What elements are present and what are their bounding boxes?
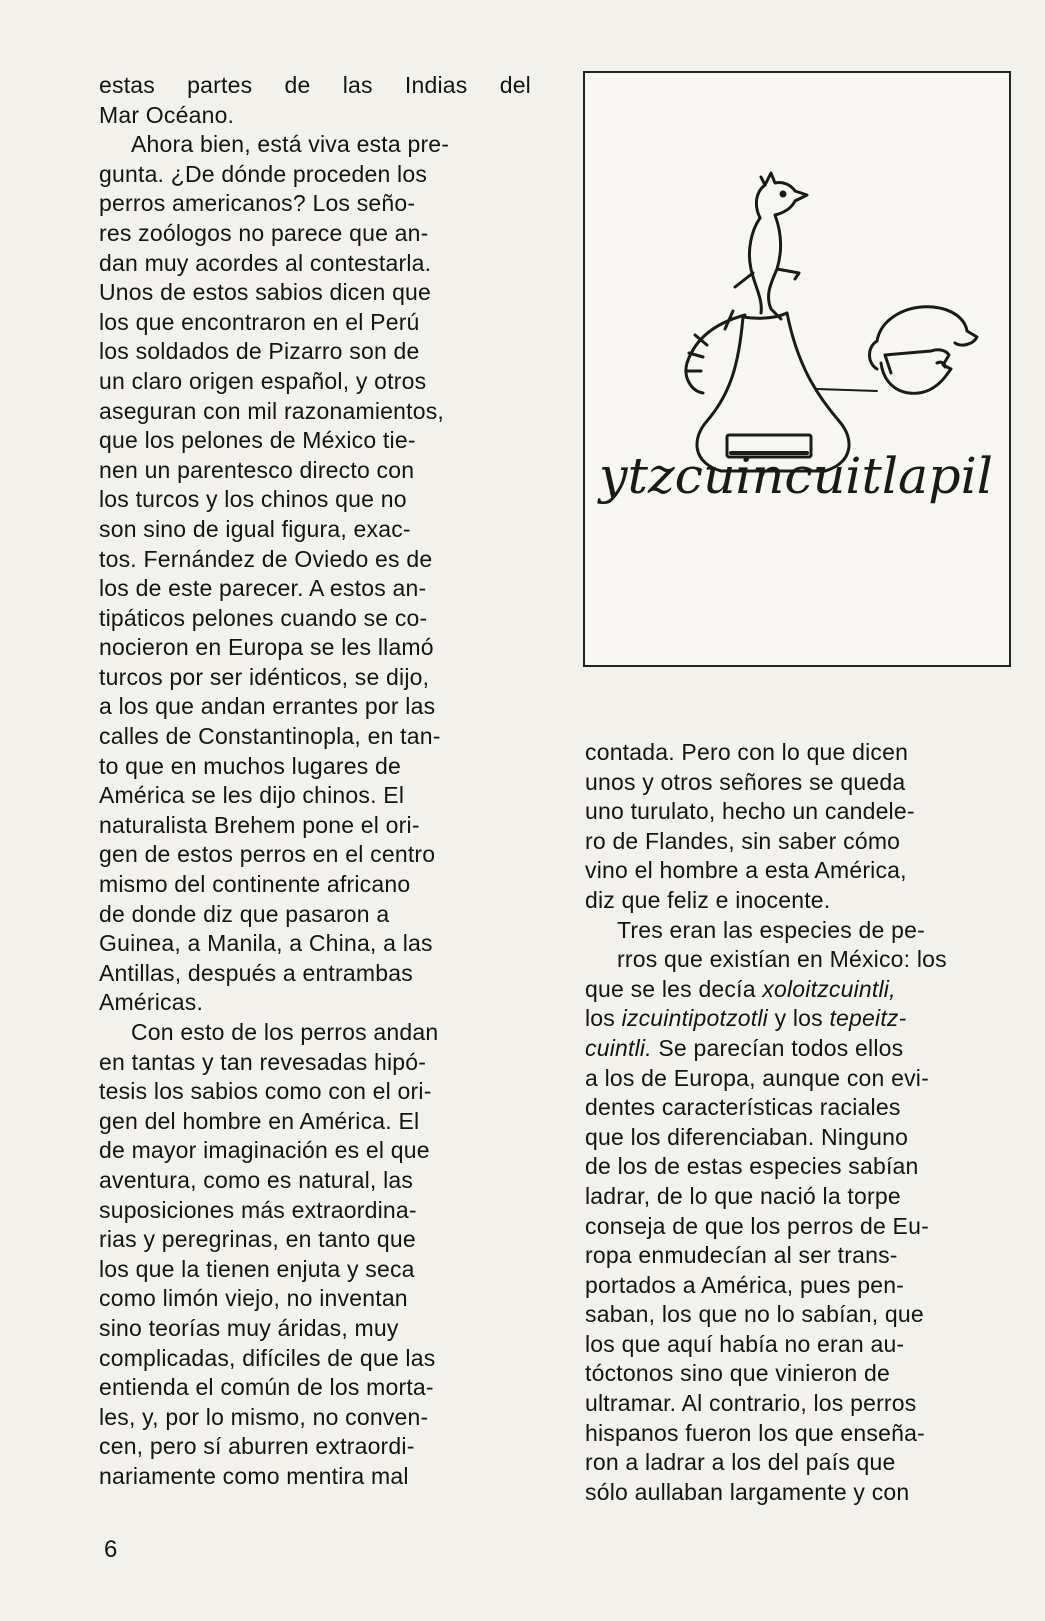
paragraph-4 (585, 738, 1017, 916)
line: tesis los sabios como con el ori- (99, 1078, 432, 1105)
paragraph-1 (99, 71, 531, 130)
line: rros que existían en México: los (617, 946, 947, 973)
species-name: tepeitz- (829, 1005, 907, 1032)
line: como limón viejo, no inventan (99, 1285, 408, 1312)
right-column (585, 738, 1017, 1507)
line: turcos por ser idénticos, se dijo, (99, 663, 430, 690)
line: gen de estos perros en el centro (99, 841, 436, 868)
line: aventura, como es natural, las (99, 1166, 414, 1193)
line: gunta. ¿De dónde proceden los (99, 160, 428, 187)
line (585, 976, 896, 1002)
line: nen un parentesco directo con (99, 456, 415, 483)
line: a los de Europa, aunque con evi- (585, 1064, 929, 1091)
line: Guinea, a Manila, a China, a las (99, 930, 433, 957)
line: Mar Océano. (99, 101, 235, 128)
line: aseguran con mil razonamientos, (99, 397, 444, 424)
line: nariamente como mentira mal (99, 1462, 409, 1489)
line: los de este parecer. A estos an- (99, 575, 427, 602)
line: que los pelones de México tie- (99, 427, 416, 454)
line: Antillas, después a entrambas (99, 959, 413, 986)
species-name: cuintli. (585, 1034, 652, 1061)
line: ladrar, de lo que nació la torpe (585, 1182, 901, 1209)
paragraph-5 (585, 916, 1017, 1508)
line: diz que feliz e inocente. (585, 886, 831, 913)
line: sólo aullaban largamente y con (585, 1478, 910, 1505)
line: Tres eran las especies de pe- (617, 916, 925, 943)
line: to que en muchos lugares de (99, 752, 402, 779)
line: cen, pero sí aburren extraordi- (99, 1433, 415, 1460)
line: ultramar. Al contrario, los perros (585, 1390, 917, 1417)
line: sino teorías muy áridas, muy (99, 1314, 399, 1341)
line: un claro origen español, y otros (99, 367, 427, 394)
line: conseja de que los perros de Eu- (585, 1212, 929, 1239)
line: vino el hombre a esta América, (585, 857, 907, 884)
line: ropa enmudecían al ser trans- (585, 1242, 898, 1269)
line: tos. Fernández de Oviedo es de (99, 545, 433, 572)
text-run: y los (767, 1005, 830, 1032)
page-number: 6 (104, 1536, 118, 1563)
line: a los que andan errantes por las (99, 693, 436, 720)
line: de los de estas especies sabían (585, 1153, 919, 1180)
line: les, y, por lo mismo, no conven- (99, 1403, 429, 1430)
species-name: izcuintipotzotli (621, 1005, 768, 1032)
paragraph-3 (99, 1018, 531, 1492)
text-run: que se les decía (585, 975, 763, 1002)
line: los que la tienen enjuta y seca (99, 1255, 415, 1282)
line: Américas. (99, 989, 204, 1016)
line: contada. Pero con lo que dicen (585, 739, 909, 765)
text-run: los (585, 1005, 622, 1032)
line: saban, los que no lo sabían, que (585, 1301, 924, 1328)
paragraph-5-rest (585, 1064, 929, 1505)
line: Con esto de los perros andan (131, 1019, 439, 1045)
line: que los diferenciaban. Ninguno (585, 1123, 909, 1150)
line: rias y peregrinas, en tanto que (99, 1226, 416, 1253)
line: los que encontraron en el Perú (99, 308, 420, 335)
line: res zoólogos no parece que an- (99, 219, 429, 246)
line: tipáticos pelones cuando se co- (99, 604, 428, 631)
line: son sino de igual figura, exac- (99, 515, 411, 542)
line: hispanos fueron los que enseña- (585, 1419, 925, 1446)
dog-tail-illustration (585, 73, 1011, 667)
line: Ahora bien, está viva esta pre- (131, 131, 450, 158)
line: uno turulato, hecho un candele- (585, 798, 915, 825)
left-column (99, 71, 531, 1492)
line: los turcos y los chinos que no (99, 486, 407, 513)
line: calles de Constantinopla, en tan- (99, 723, 441, 750)
line: gen del hombre en América. El (99, 1107, 420, 1134)
line: América se les dijo chinos. El (99, 782, 405, 809)
line: portados a América, pues pen- (585, 1271, 905, 1298)
paragraph-2 (99, 130, 531, 1018)
line: dan muy acordes al contestarla. (99, 249, 432, 276)
line: dentes características raciales (585, 1094, 901, 1121)
line: de donde diz que pasaron a (99, 900, 390, 927)
line: en tantas y tan revesadas hipó- (99, 1048, 427, 1075)
line: mismo del continente africano (99, 871, 411, 898)
line: unos y otros señores se queda (585, 768, 906, 795)
line: los soldados de Pizarro son de (99, 338, 420, 365)
line: tóctonos sino que vinieron de (585, 1360, 891, 1387)
line: nocieron en Europa se les llamó (99, 634, 434, 661)
line (585, 1035, 903, 1061)
line: estas partes de las Indias del (99, 72, 531, 98)
line: los que aquí había no eran au- (585, 1330, 905, 1357)
illustration-frame (583, 71, 1011, 667)
line: perros americanos? Los seño- (99, 190, 416, 217)
line: entienda el común de los morta- (99, 1374, 434, 1401)
line: de mayor imaginación es el que (99, 1137, 430, 1164)
line: naturalista Brehem pone el ori- (99, 811, 420, 838)
line: Unos de estos sabios dicen que (99, 279, 432, 306)
line (585, 1005, 907, 1031)
line: complicadas, difíciles de que las (99, 1344, 436, 1371)
illustration-caption: ytzcuincuitlapil (596, 447, 993, 505)
text-run: Se parecían todos ellos (651, 1034, 904, 1061)
line: suposiciones más extraordina- (99, 1196, 417, 1223)
species-name: xoloitzcuintli, (762, 975, 896, 1002)
line: ron a ladrar a los del país que (585, 1449, 896, 1476)
line: ro de Flandes, sin saber cómo (585, 827, 901, 854)
